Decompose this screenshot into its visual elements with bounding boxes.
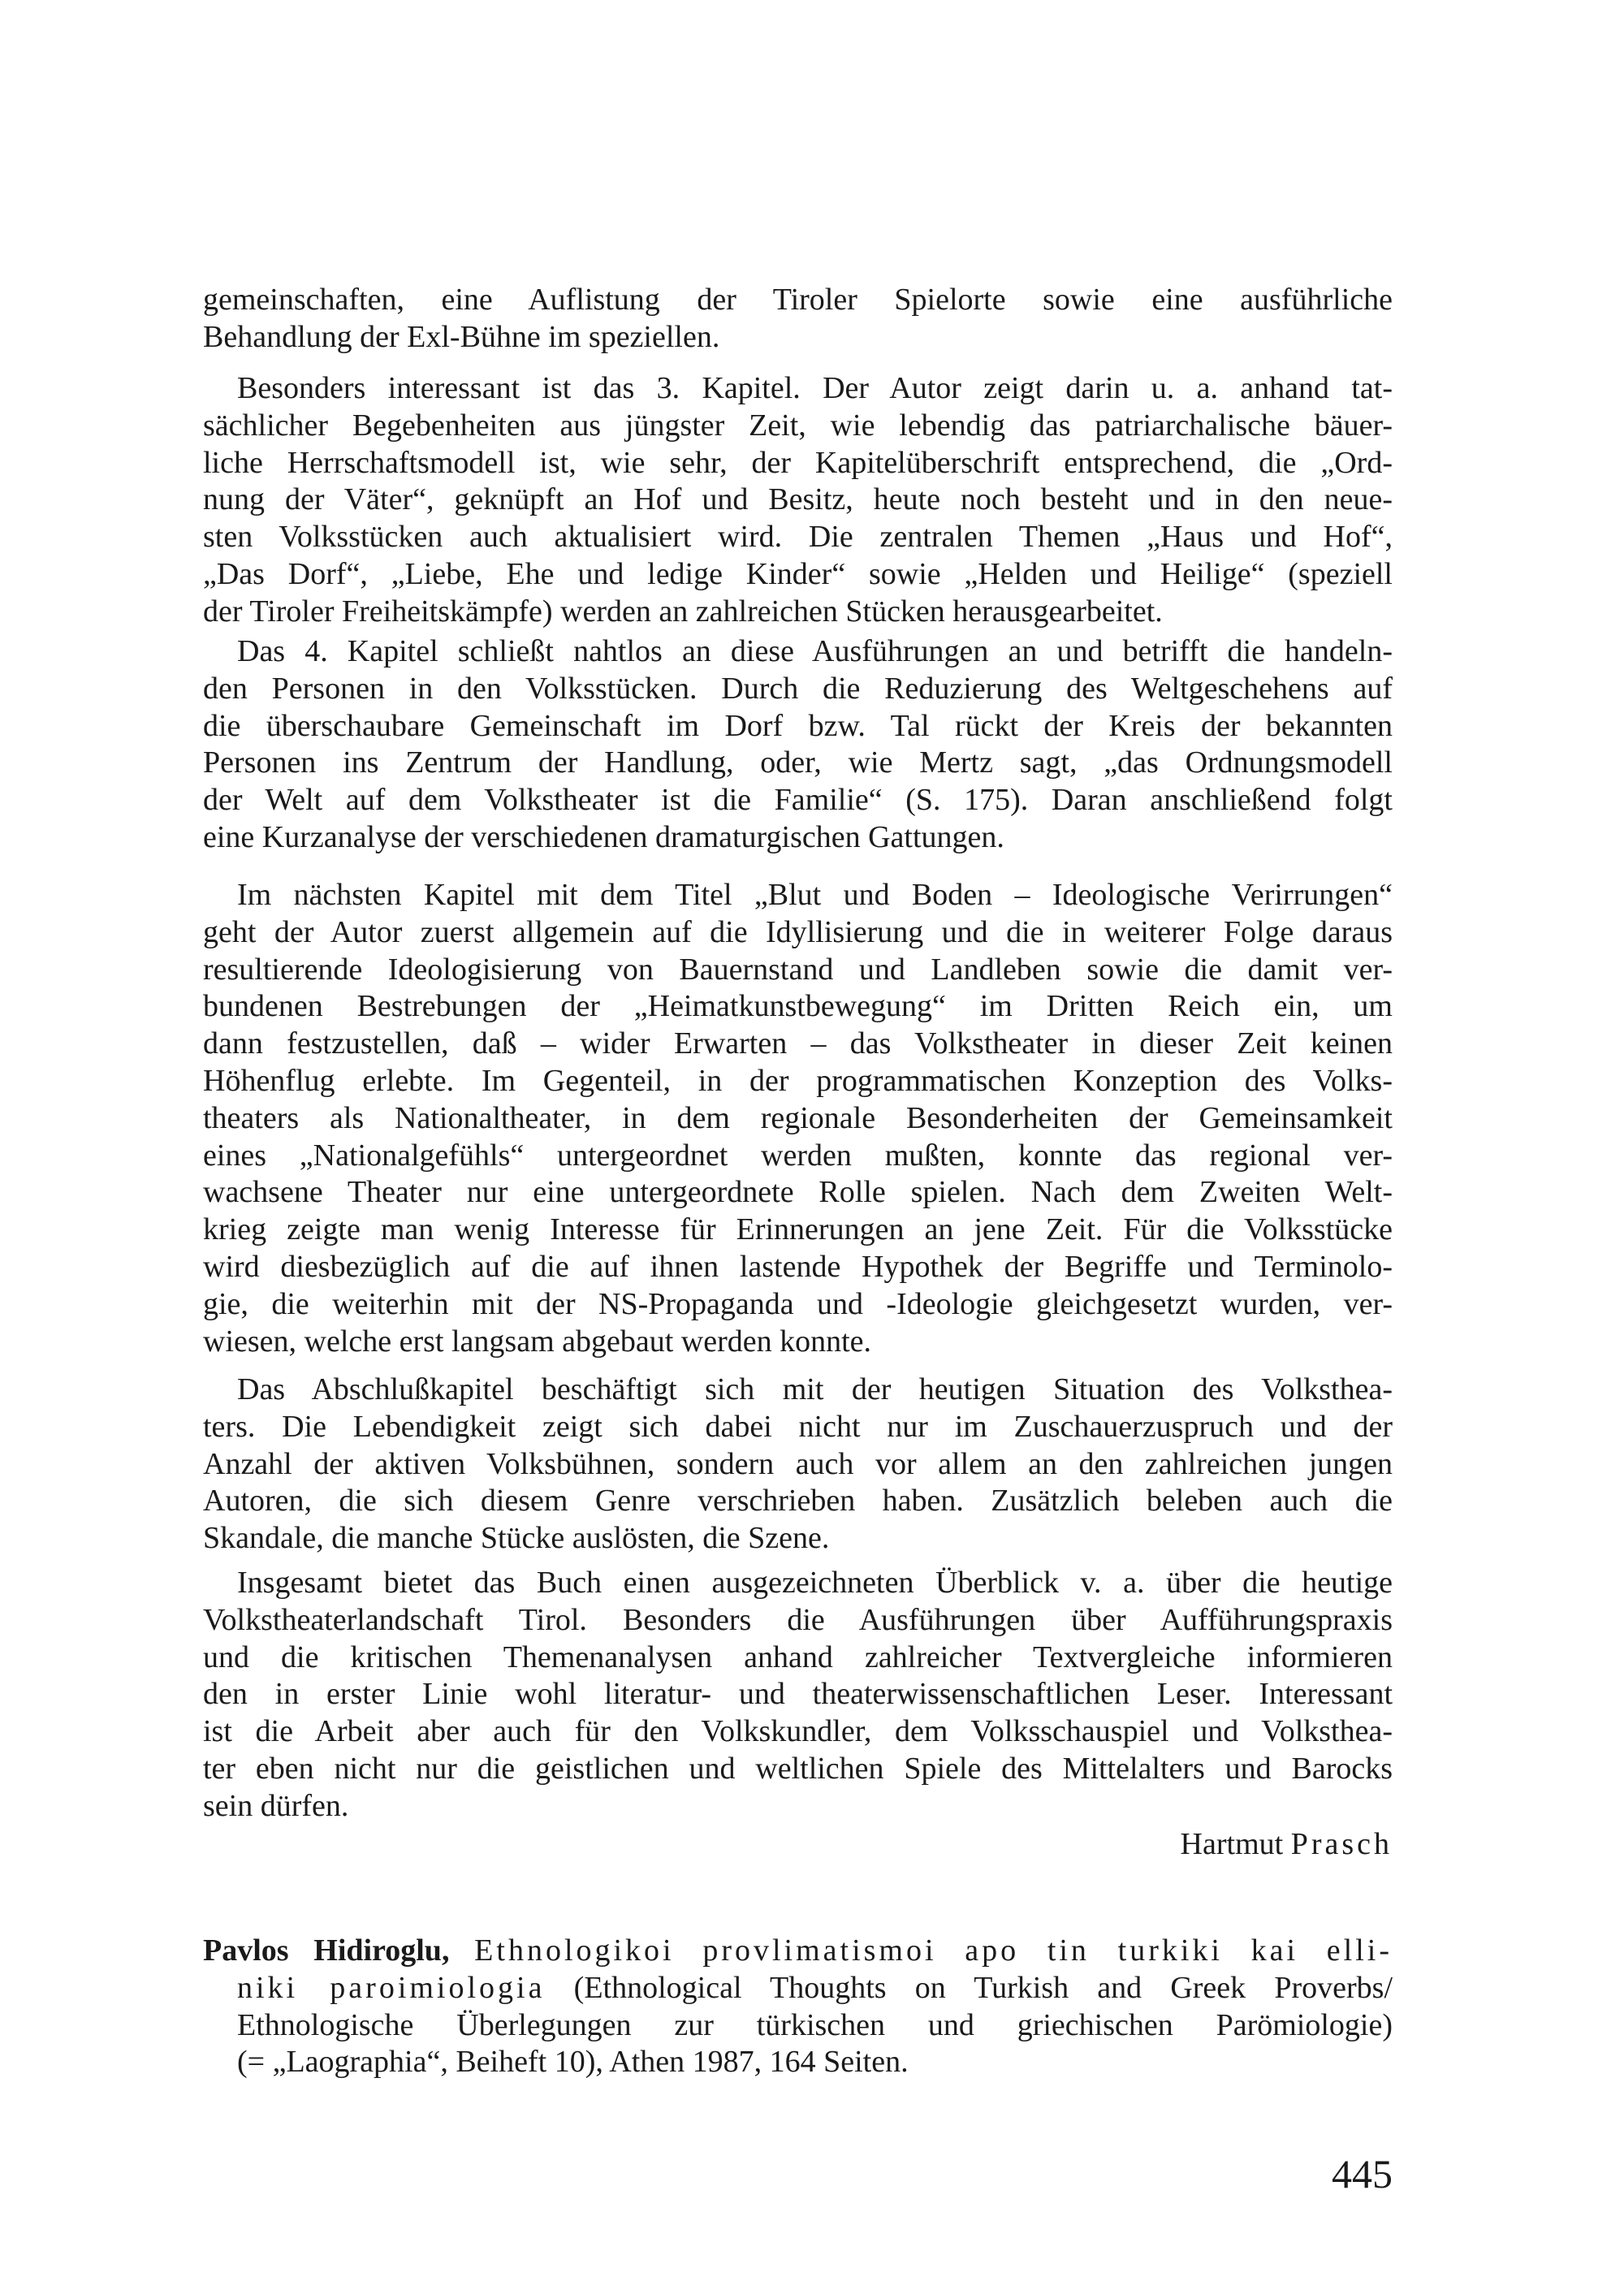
text-line: sten Volksstücken auch aktualisiert wird. Die zentralen Themen „Haus und Hof“,	[203, 520, 1393, 555]
text-line: Das 4. Kapitel schließt nahtlos an diese Ausführungen an und betrifft die handeln-	[237, 634, 1393, 668]
text-line: der Welt auf dem Volkstheater ist die Familie“ (S. 175). Daran anschließend folgt	[203, 783, 1393, 818]
text-line: Personen ins Zentrum der Handlung, oder, wie Mertz sagt, „das Ordnungsmodell	[203, 745, 1393, 780]
text-line: krieg zeigte man wenig Interesse für Erinnerungen an jene Zeit. Für die Volksstücke	[203, 1212, 1393, 1247]
signature-first-name: Hartmut	[1180, 1827, 1284, 1861]
bib-translation: (Ethnological Thoughts on Turkish and Greek Proverbs/	[545, 1970, 1393, 2005]
text-line: den in erster Linie wohl literatur- und theaterwissenschaftlichen Leser. Interessant	[203, 1677, 1393, 1712]
signature	[1181, 1826, 1393, 1864]
page-number: 445	[1332, 2151, 1393, 2197]
bib-title-1: Ethnologikoi provlimatismoi apo tin turkiki kai elli-	[474, 1933, 1393, 1968]
text-line: gemeinschaften, eine Auflistung der Tiroler Spielorte sowie eine ausführliche	[203, 283, 1393, 317]
text-line: den Personen in den Volksstücken. Durch die Reduzierung des Weltgeschehens auf	[203, 671, 1393, 706]
bib-line-2	[203, 1970, 1393, 2007]
signature-last-name: Prasch	[1290, 1827, 1393, 1861]
text-line: gie, die weiterhin mit der NS-Propaganda und -Ideologie gleichgesetzt wurden, ver-	[203, 1286, 1393, 1321]
text-line: der Tiroler Freiheitskämpfe) werden an zahlreichen Stücken herausgearbeitet.	[203, 594, 1163, 629]
text-line: und die kritischen Themenanalysen anhand zahlreicher Textvergleiche informieren	[203, 1639, 1393, 1674]
text-line: Höhenflug erlebte. Im Gegenteil, in der programmatischen Konzeption des Volks-	[203, 1063, 1393, 1098]
text-line: sächlicher Begebenheiten aus jüngster Zeit, wie lebendig das patriarchalische bäuer-	[203, 408, 1393, 443]
text-line: „Das Dorf“, „Liebe, Ehe und ledige Kinder“ sowie „Helden und Heilige“ (speziell	[203, 556, 1393, 591]
text-line: ter eben nicht nur die geistlichen und weltlichen Spiele des Mittelalters und Barocks	[203, 1751, 1393, 1786]
text-line: Autoren, die sich diesem Genre verschrieben haben. Zusätzlich beleben auch die	[203, 1484, 1393, 1519]
text-line: wachsene Theater nur eine untergeordnete Rolle spielen. Nach dem Zweiten Welt-	[203, 1175, 1393, 1210]
text-line: wird diesbezüglich auf die auf ihnen lastende Hypothek der Begriffe und Terminolo-	[203, 1249, 1393, 1284]
bibliography-entry	[203, 1933, 1393, 2081]
paragraph	[203, 370, 1393, 631]
text-line: geht der Autor zuerst allgemein auf die Idyllisierung und die in weiterer Folge daraus	[203, 914, 1393, 949]
text-line: Insgesamt bietet das Buch einen ausgezeichneten Überblick v. a. über die heutige	[237, 1566, 1393, 1600]
text-line: resultierende Ideologisierung von Bauernstand und Landleben sowie die damit ver-	[203, 952, 1393, 987]
paragraph	[203, 877, 1393, 1360]
bib-title-2: niki paroimiologia	[237, 1970, 546, 2005]
paragraph	[203, 1372, 1393, 1557]
text-line: Behandlung der Exl-Bühne im speziellen.	[203, 319, 720, 354]
bib-author: Pavlos Hidiroglu,	[203, 1933, 450, 1968]
text-line: Volkstheaterlandschaft Tirol. Besonders die Ausführungen über Aufführungspraxis	[203, 1602, 1393, 1637]
text-line: theaters als Nationaltheater, in dem regionale Besonderheiten der Gemeinsamkeit	[203, 1100, 1393, 1135]
text-line: eines „Nationalgefühls“ untergeordnet werden mußten, konnte das regional ver-	[203, 1138, 1393, 1173]
text-line: Das Abschlußkapitel beschäftigt sich mit der heutigen Situation des Volksthea-	[237, 1372, 1393, 1406]
text-line: dann festzustellen, daß – wider Erwarten – das Volkstheater in dieser Zeit keinen	[203, 1026, 1393, 1061]
text-line: sein dürfen.	[203, 1788, 349, 1823]
text-line: nung der Väter“, geknüpft an Hof und Besitz, heute noch besteht und in den neue-	[203, 482, 1393, 517]
paragraph	[203, 282, 1393, 356]
bib-line-4: (= „Laographia“, Beiheft 10), Athen 1987, 164 Seiten.	[237, 2045, 909, 2080]
text-line: wiesen, welche erst langsam abgebaut werden konnte.	[203, 1324, 872, 1359]
text-line: Im nächsten Kapitel mit dem Titel „Blut und Boden – Ideologische Verirrungen“	[237, 878, 1393, 912]
bib-line-1	[203, 1933, 1393, 1970]
paragraph	[203, 633, 1393, 857]
text-line: bundenen Bestrebungen der „Heimatkunstbewegung“ im Dritten Reich ein, um	[203, 989, 1393, 1024]
text-line: Besonders interessant ist das 3. Kapitel. Der Autor zeigt darin u. a. anhand tat-	[237, 371, 1393, 405]
text-line: Anzahl der aktiven Volksbühnen, sondern auch vor allem an den zahlreichen jungen	[203, 1446, 1393, 1481]
text-line: Skandale, die manche Stücke auslösten, die Szene.	[203, 1521, 830, 1556]
text-line: die überschaubare Gemeinschaft im Dorf bzw. Tal rückt der Kreis der bekannten	[203, 708, 1393, 743]
text-line: liche Herrschaftsmodell ist, wie sehr, der Kapitelüberschrift entsprechend, die „Ord-	[203, 445, 1393, 480]
text-line: ist die Arbeit aber auch für den Volkskundler, dem Volksschauspiel und Volksthea-	[203, 1714, 1393, 1749]
paragraph	[203, 1565, 1393, 1825]
text-line: ters. Die Lebendigkeit zeigt sich dabei nicht nur im Zuschauerzuspruch und der	[203, 1409, 1393, 1444]
text-line: eine Kurzanalyse der verschiedenen dramaturgischen Gattungen.	[203, 819, 1004, 854]
bib-line-3: Ethnologische Überlegungen zur türkischen und griechischen Parömiologie)	[237, 2007, 1393, 2042]
